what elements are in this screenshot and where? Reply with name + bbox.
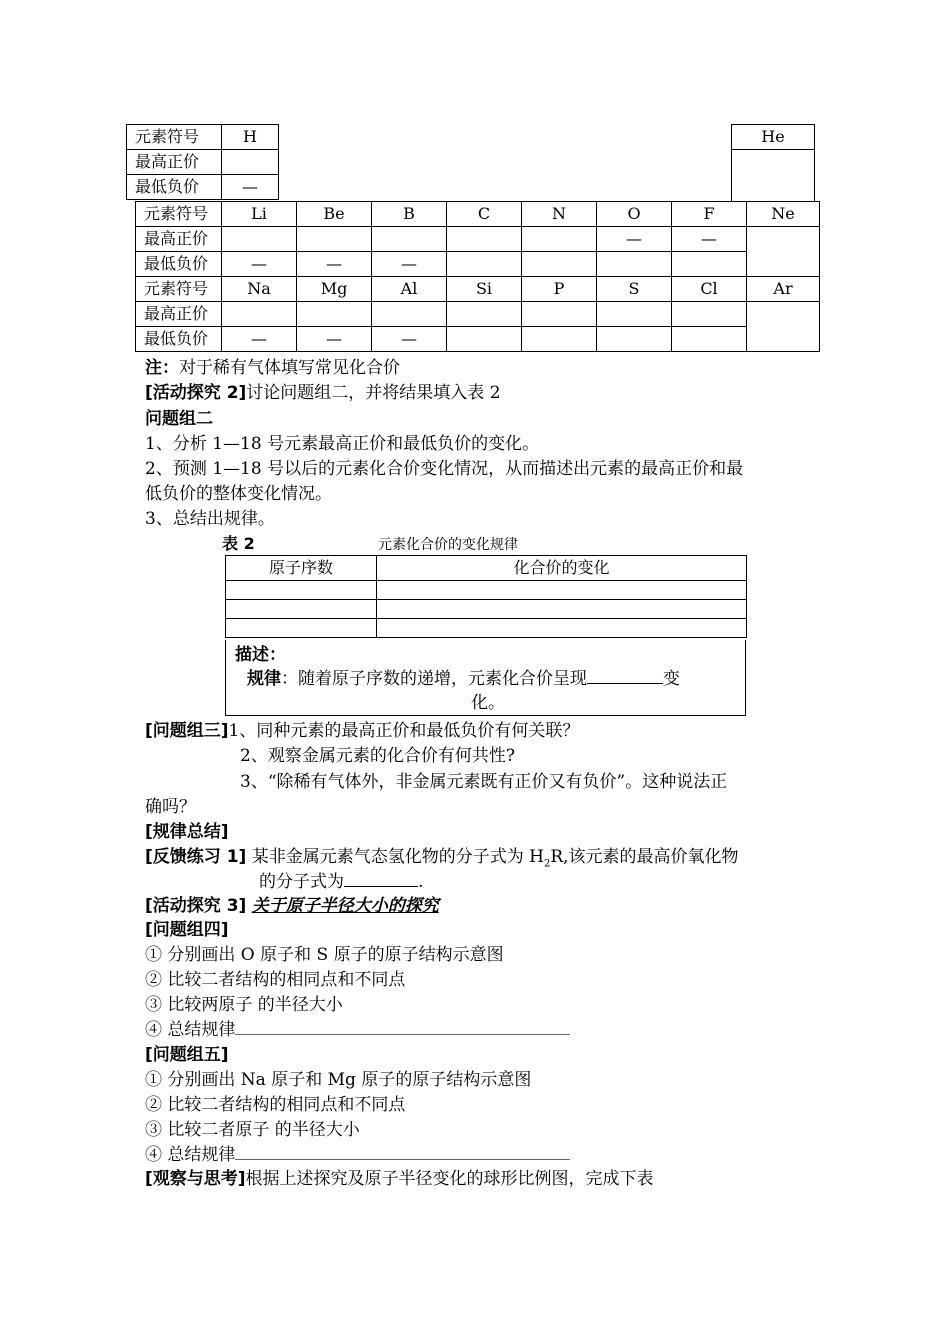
- rule-end2: 化。: [471, 693, 505, 713]
- group4-item: ② 比较二者结构的相同点和不同点: [145, 970, 406, 990]
- table2-description-box: [225, 640, 746, 716]
- activity3-line: [145, 894, 439, 918]
- cell-high: —: [597, 227, 672, 252]
- cell-low[interactable]: [597, 327, 672, 352]
- group3-q3a: 3、“除稀有气体外，非金属元素既有正价又有负价”。这种说法正: [240, 772, 728, 792]
- row-label-symbol: 元素符号: [127, 125, 222, 150]
- group4-item: ③ 比较两原子 的半径大小: [145, 995, 343, 1015]
- row-label-low: 最低负价: [136, 252, 222, 277]
- cell-symbol: O: [597, 202, 672, 227]
- cell-symbol: Be: [297, 202, 372, 227]
- feedback-text-c: 的分子式为: [259, 872, 344, 892]
- cell-symbol: C: [447, 202, 522, 227]
- rule-text: ：随着原子序数的递增，元素化合价呈现: [281, 669, 587, 689]
- cell-he-symbol: He: [732, 125, 815, 150]
- cell-noble-empty[interactable]: [747, 302, 820, 352]
- cell-high[interactable]: [222, 227, 297, 252]
- note-text: 对于稀有气体填写常见化合价: [179, 358, 400, 378]
- table2-cell[interactable]: [377, 600, 747, 619]
- rule-line: [247, 667, 680, 691]
- group4-item-4: [145, 1018, 570, 1042]
- rule-blank[interactable]: [587, 667, 663, 684]
- group2-q2a: 2、预测 1—18 号以后的元素化合价变化情况，从而描述出元素的最高正价和最: [145, 459, 744, 479]
- row-label-symbol: 元素符号: [136, 277, 222, 302]
- table2-cell[interactable]: [377, 581, 747, 600]
- feedback-line2: [259, 870, 423, 894]
- table2-col1-header: 原子序数: [226, 556, 377, 581]
- cell-high[interactable]: [672, 302, 747, 327]
- group3-q3b: 确吗？: [145, 797, 196, 817]
- table2-col2-header: 化合价的变化: [377, 556, 747, 581]
- cell-symbol: Ar: [747, 277, 820, 302]
- cell-high[interactable]: [297, 302, 372, 327]
- cell-low: —: [372, 252, 447, 277]
- group4-answer-blank[interactable]: [235, 1018, 570, 1035]
- table2-cell[interactable]: [226, 600, 377, 619]
- activity3-label: [活动探究 3]: [145, 896, 247, 916]
- group3-label: [问题组三]: [145, 721, 229, 741]
- row-label-high: 最高正价: [127, 150, 222, 175]
- row-label-high: 最高正价: [136, 302, 222, 327]
- table-periods: [135, 201, 820, 352]
- cell-symbol: Na: [222, 277, 297, 302]
- note-line: [145, 356, 400, 380]
- group5-item: ① 分别画出 Na 原子和 Mg 原子的原子结构示意图: [145, 1070, 532, 1090]
- cell-h-high[interactable]: [222, 150, 279, 175]
- row-label-symbol: 元素符号: [136, 202, 222, 227]
- group2-q2b: 低负价的整体变化情况。: [145, 484, 332, 504]
- rule-label: 规律: [247, 669, 281, 689]
- cell-low[interactable]: [522, 327, 597, 352]
- table-he-block: [731, 124, 815, 202]
- table2-cell[interactable]: [226, 581, 377, 600]
- cell-symbol: S: [597, 277, 672, 302]
- feedback-text-a: 某非金属元素气态氢化物的分子式为 H: [251, 847, 544, 867]
- cell-h-symbol: H: [222, 125, 279, 150]
- group2-q3: 3、总结出规律。: [145, 509, 275, 529]
- cell-symbol: Ne: [747, 202, 820, 227]
- cell-symbol: Al: [372, 277, 447, 302]
- table2: [225, 555, 747, 638]
- table2-label: 表 2: [222, 534, 255, 553]
- group3-q2: 2、观察金属元素的化合价有何共性?: [240, 746, 515, 766]
- cell-low[interactable]: [597, 252, 672, 277]
- feedback-line1: [145, 845, 739, 876]
- summary-label: [规律总结]: [145, 822, 229, 842]
- table2-caption: 元素化合价的变化规律: [378, 537, 518, 553]
- table2-cell[interactable]: [377, 619, 747, 638]
- cell-low: —: [222, 252, 297, 277]
- cell-symbol: N: [522, 202, 597, 227]
- cell-low[interactable]: [522, 252, 597, 277]
- group4-item: ④ 总结规律: [145, 1020, 236, 1040]
- row-label-high: 最高正价: [136, 227, 222, 252]
- cell-high[interactable]: [447, 302, 522, 327]
- cell-high: —: [672, 227, 747, 252]
- cell-symbol: Mg: [297, 277, 372, 302]
- group5-answer-blank[interactable]: [235, 1143, 570, 1160]
- cell-high[interactable]: [447, 227, 522, 252]
- group5-label: [问题组五]: [145, 1045, 229, 1065]
- cell-low[interactable]: [447, 252, 522, 277]
- cell-symbol: Si: [447, 277, 522, 302]
- feedback-blank[interactable]: [344, 870, 418, 887]
- cell-symbol: P: [522, 277, 597, 302]
- group5-item: ③ 比较二者原子 的半径大小: [145, 1120, 360, 1140]
- rule-end: 变: [663, 669, 680, 689]
- observe-line: [145, 1167, 654, 1191]
- activity2-line: [145, 381, 501, 405]
- row-label-low: 最低负价: [136, 327, 222, 352]
- cell-high[interactable]: [597, 302, 672, 327]
- activity2-text: 讨论问题组二，并将结果填入表 2: [246, 383, 501, 403]
- observe-text: 根据上述探究及原子半径变化的球形比例图，完成下表: [245, 1169, 654, 1189]
- cell-symbol: Cl: [672, 277, 747, 302]
- note-label: 注：: [145, 358, 179, 378]
- observe-label: [观察与思考]: [145, 1169, 246, 1189]
- group5-item: ② 比较二者结构的相同点和不同点: [145, 1095, 406, 1115]
- cell-symbol: F: [672, 202, 747, 227]
- cell-symbol: B: [372, 202, 447, 227]
- cell-h-low: —: [222, 175, 279, 200]
- cell-low[interactable]: [672, 252, 747, 277]
- cell-low[interactable]: [672, 327, 747, 352]
- feedback-label: [反馈练习 1]: [145, 847, 247, 867]
- cell-he-empty[interactable]: [732, 150, 815, 202]
- group2-q1: 1、分析 1—18 号元素最高正价和最低负价的变化。: [145, 434, 540, 454]
- feedback-end: .: [418, 872, 424, 892]
- activity2-label: [活动探究 2]: [145, 383, 247, 403]
- activity3-title: 关于原子半径大小的探究: [251, 896, 439, 916]
- group3-line1: [145, 719, 579, 743]
- desc-label: 描述：: [235, 645, 286, 665]
- cell-high[interactable]: [372, 227, 447, 252]
- cell-symbol: Li: [222, 202, 297, 227]
- cell-high[interactable]: [222, 302, 297, 327]
- group5-item-4: [145, 1143, 570, 1167]
- feedback-sub: 2: [543, 858, 551, 870]
- cell-noble-empty[interactable]: [747, 227, 820, 277]
- row-label-low: 最低负价: [127, 175, 222, 200]
- table2-cell[interactable]: [226, 619, 377, 638]
- group2-title: 问题组二: [145, 409, 213, 429]
- group4-item: ① 分别画出 O 原子和 S 原子的原子结构示意图: [145, 945, 504, 965]
- cell-low: —: [222, 327, 297, 352]
- cell-low: —: [297, 327, 372, 352]
- table-h-block: [126, 124, 279, 200]
- feedback-text-b: R,该元素的最高价氧化物: [550, 847, 739, 867]
- cell-low: —: [297, 252, 372, 277]
- cell-low[interactable]: [447, 327, 522, 352]
- cell-high[interactable]: [297, 227, 372, 252]
- cell-high[interactable]: [522, 302, 597, 327]
- cell-high[interactable]: [372, 302, 447, 327]
- cell-low: —: [372, 327, 447, 352]
- group5-item: ④ 总结规律: [145, 1145, 236, 1165]
- cell-high[interactable]: [522, 227, 597, 252]
- group3-q1: 1、同种元素的最高正价和最低负价有何关联？: [228, 721, 580, 741]
- group4-label: [问题组四]: [145, 920, 229, 940]
